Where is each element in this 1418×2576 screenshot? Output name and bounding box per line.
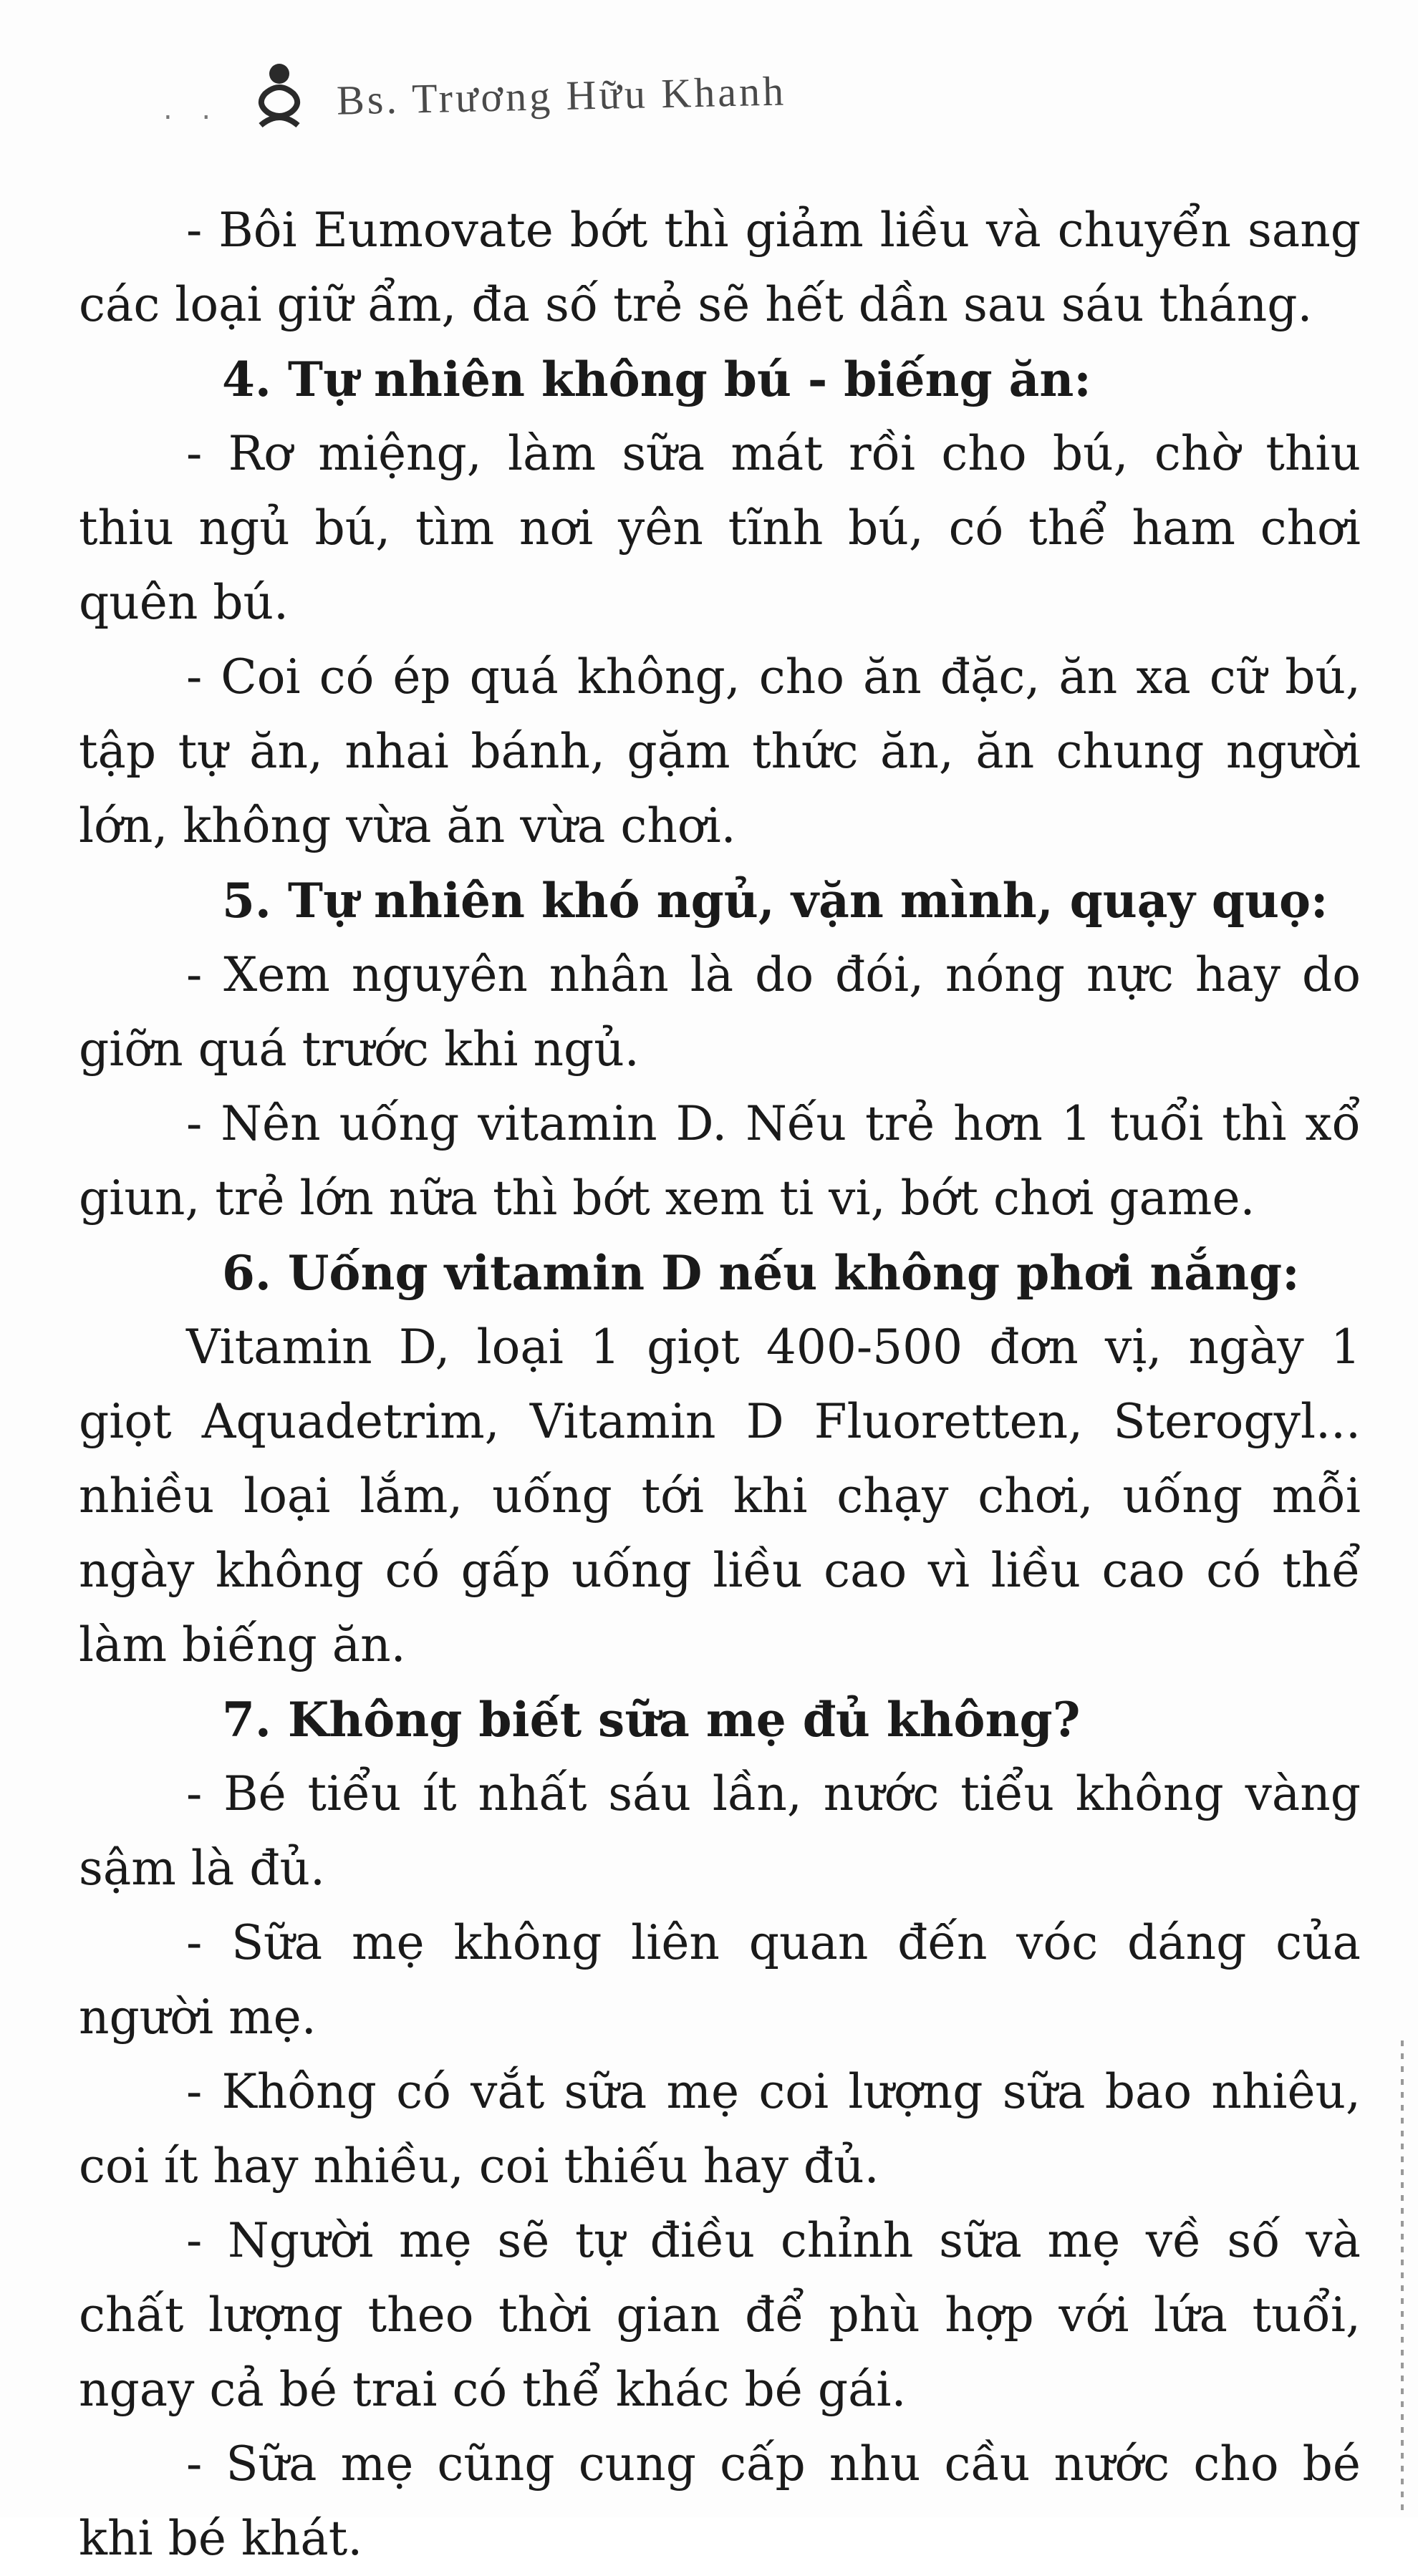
section-heading: 4. Tự nhiên không bú - biếng ăn: [222,352,1091,407]
page-header [165,56,786,135]
paragraph: - Không có vắt sữa mẹ coi lượng sữa bao nhiêu, coi ít hay nhiều, coi thiếu hay đủ. [79,2064,1361,2194]
paragraph: - Coi có ép quá không, cho ăn đặc, ăn xa cữ bú, tập tự ăn, nhai bánh, gặm thức ăn, ăn chung người lớn, không vừa ăn vừa chơi. [79,649,1361,853]
author-logo-icon [251,59,308,131]
header-dots: . . [163,93,221,126]
paragraph: Vitamin D, loại 1 giọt 400-500 đơn vị, ngày 1 giọt Aquadetrim, Vitamin D Fluoretten, Sterogyl... nhiều loại lắm, uống tới khi chạy chơi, uống mỗi ngày không có gấp uống liều cao vì liều cao có thể làm biếng ăn. [79,1320,1361,1672]
page-edge-shadow [1401,2040,1404,2513]
section-heading: 6. Uống vitamin D nếu không phơi nắng: [222,1245,1300,1301]
paragraph: - Sữa mẹ không liên quan đến vóc dáng của người mẹ. [79,1915,1361,2045]
paragraph: - Bôi Eumovate bớt thì giảm liều và chuyển sang các loại giữ ẩm, đa số trẻ sẽ hết dần sau sáu tháng. [79,203,1361,332]
author-name: Bs. Trương Hữu Khanh [336,67,787,124]
paragraph: - Sữa mẹ cũng cung cấp nhu cầu nước cho bé khi bé khát. [79,2436,1361,2566]
paragraph: - Rơ miệng, làm sữa mát rồi cho bú, chờ thiu thiu ngủ bú, tìm nơi yên tĩnh bú, có thể ham chơi quên bú. [79,426,1361,630]
paragraph: - Xem nguyên nhân là do đói, nóng nực hay do giỡn quá trước khi ngủ. [79,947,1361,1077]
section-heading: 7. Không biết sữa mẹ đủ không? [222,1692,1081,1748]
section-heading: 5. Tự nhiên khó ngủ, vặn mình, quạy quọ: [222,873,1328,929]
paragraph: - Bé tiểu ít nhất sáu lần, nước tiểu không vàng sậm là đủ. [79,1766,1361,1896]
page-body [79,193,1361,2576]
paragraph: - Nên uống vitamin D. Nếu trẻ hơn 1 tuổi thì xổ giun, trẻ lớn nữa thì bớt xem ti vi, bớt chơi game. [79,1096,1361,1226]
paragraph: - Người mẹ sẽ tự điều chỉnh sữa mẹ về số và chất lượng theo thời gian để phù hợp với lứa tuổi, ngay cả bé trai có thể khác bé gái. [79,2213,1361,2417]
